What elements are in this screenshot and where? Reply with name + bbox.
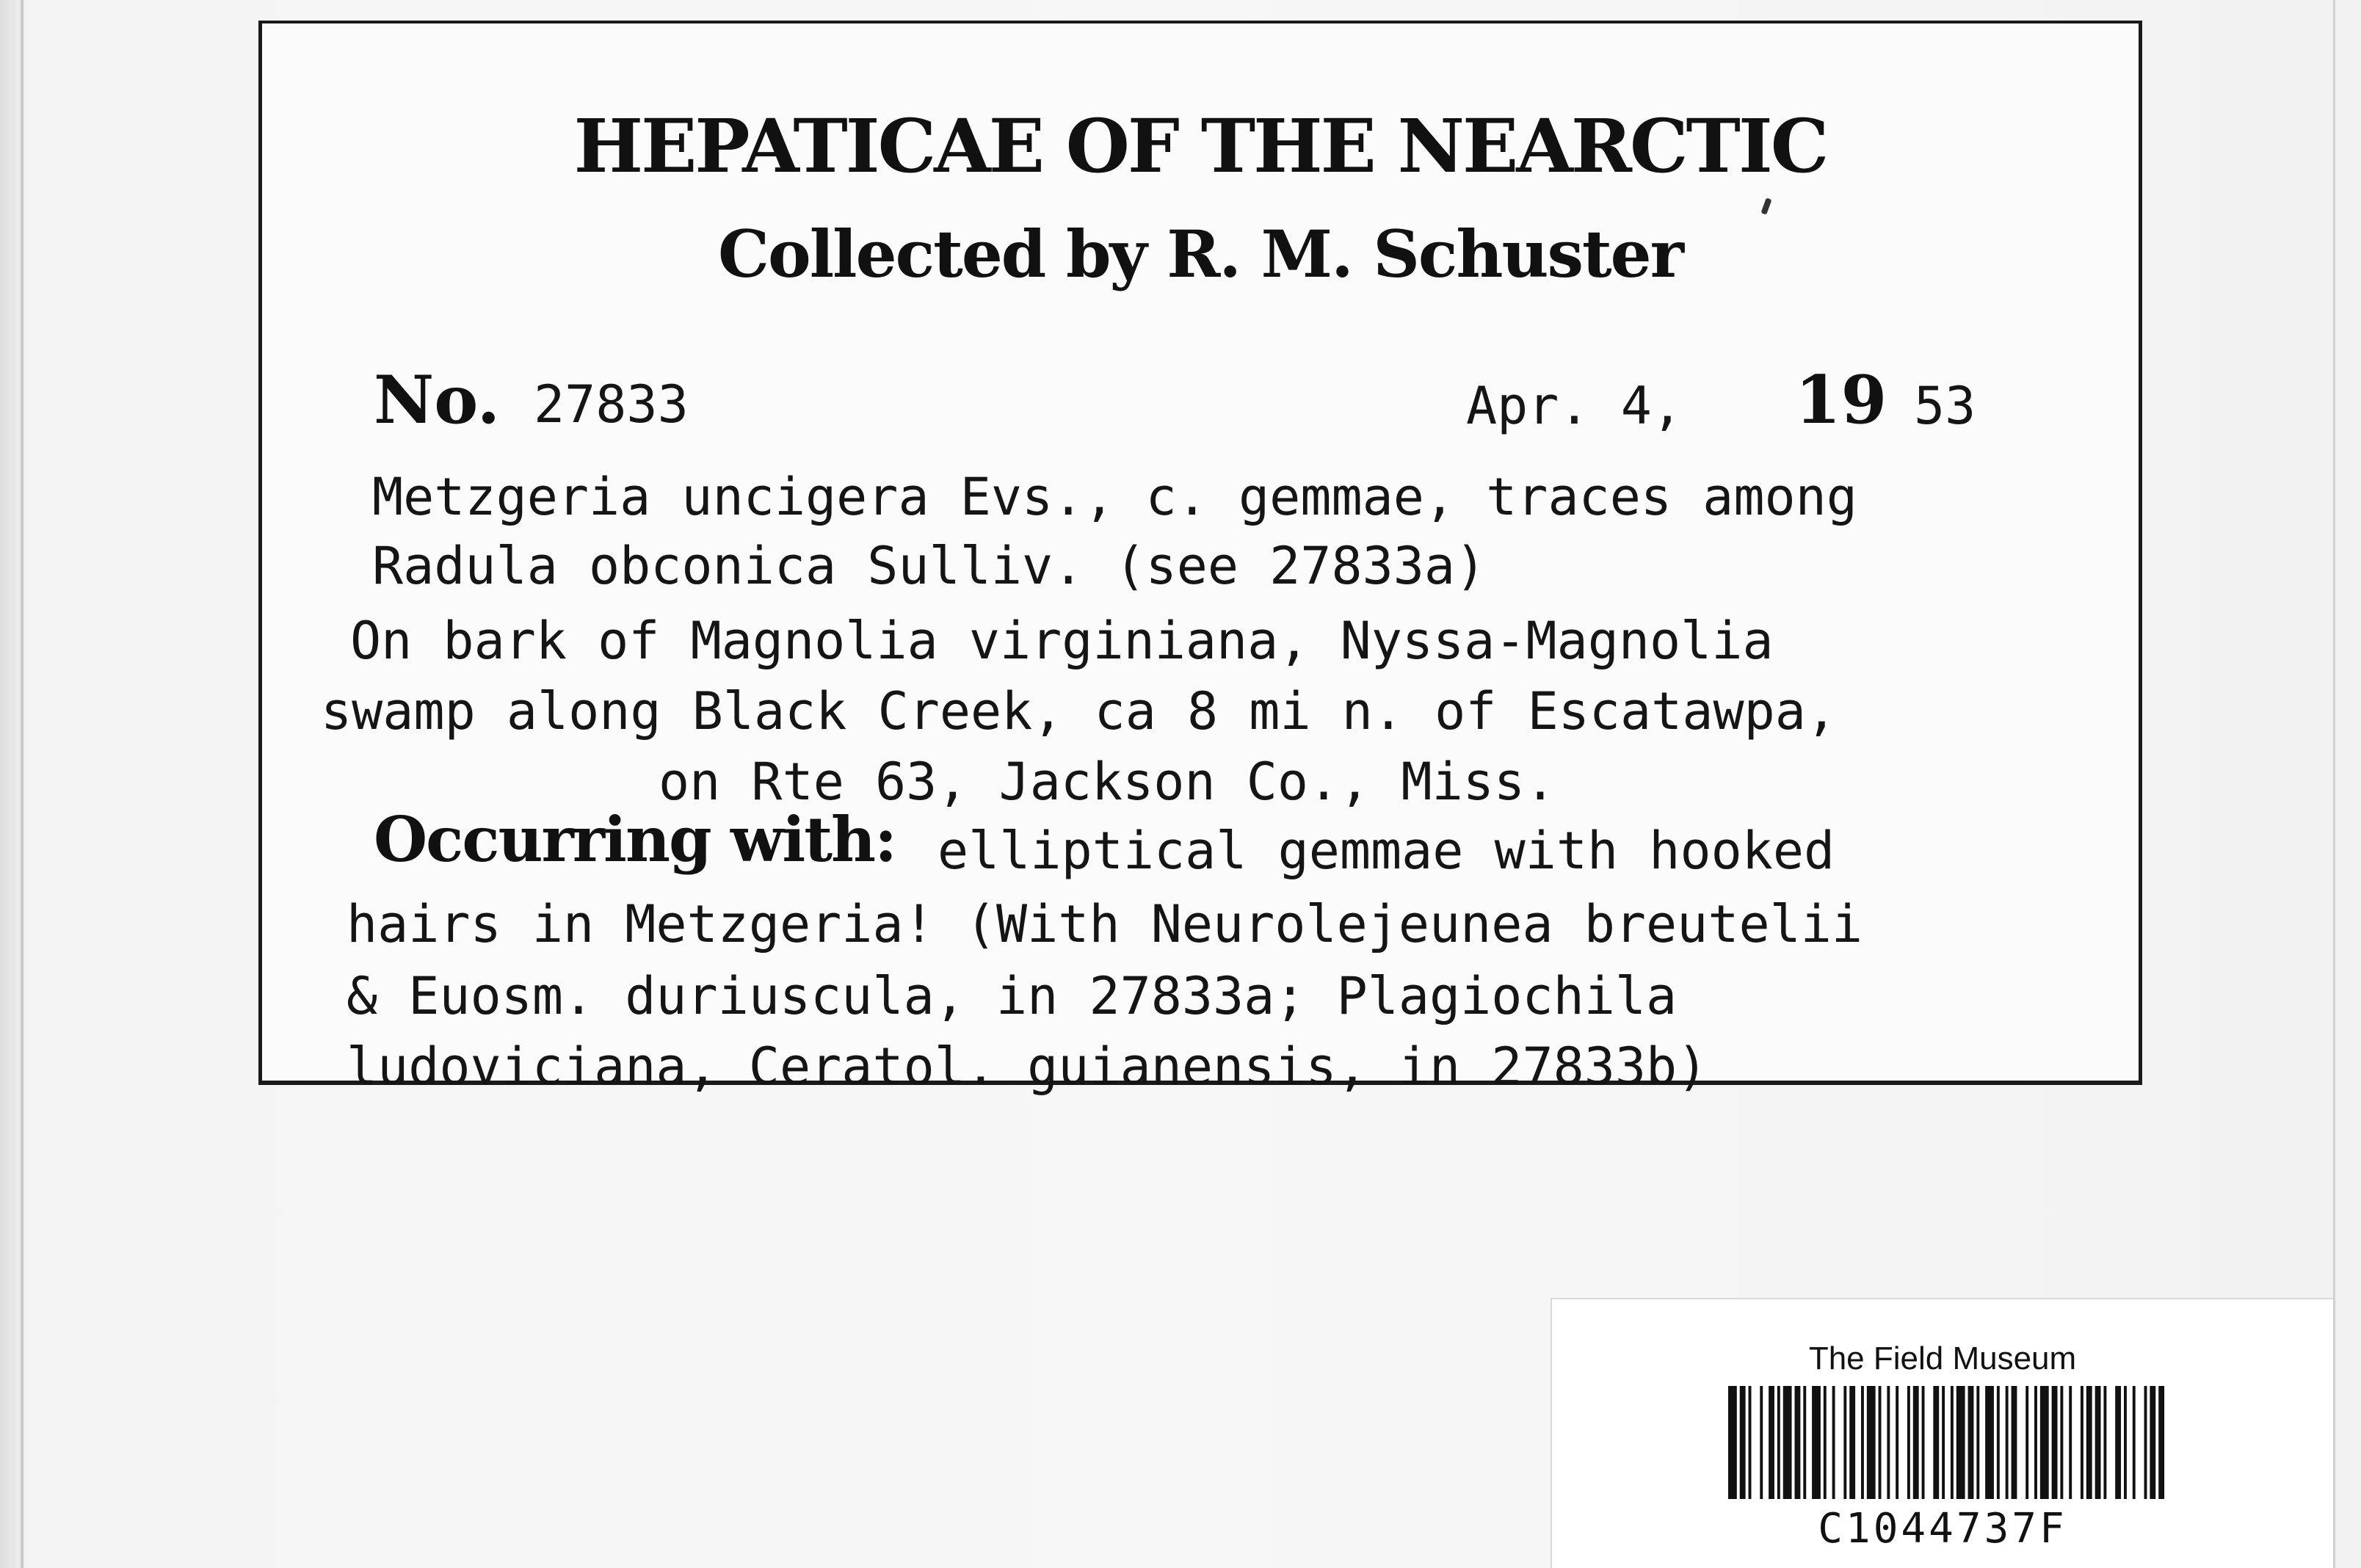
number-label: No. [374,361,501,439]
sheet-edge-left [21,0,23,1568]
barcode-bar [2034,1386,2037,1499]
taxon-line-2: Radula obconica Sulliv. (see 27833a) [372,536,1487,596]
barcode-bar [1803,1386,1806,1499]
barcode-bar [2133,1386,2136,1499]
barcode-bar [1843,1386,1846,1499]
locality-line-1: On bark of Magnolia virginiana, Nyssa-Magnolia [350,611,1774,671]
year-prefix: 19 [1795,361,1887,439]
label-collector: Collected by R. M. Schuster [718,216,1683,292]
barcode-icon [1728,1386,2167,1499]
barcode-bar [1849,1386,1855,1499]
taxon-line-1: Metzgeria uncigera Evs., c. gemmae, traces among [372,467,1857,527]
barcode-bar [1887,1386,1890,1499]
barcode-bar [1933,1386,1939,1499]
barcode-bar [2040,1386,2049,1499]
label-title: HEPATICAE OF THE NEARCTIC [573,103,1827,189]
barcode-bar [1896,1386,1898,1499]
barcode-bar [2069,1386,2072,1499]
barcode-bar [2060,1386,2063,1499]
barcode-bar [1867,1386,1876,1499]
barcode-bar [2158,1386,2164,1499]
barcode-bar [1861,1386,1864,1499]
barcode-bar [1907,1386,1910,1499]
occurring-with-text: elliptical gemmae with hooked [937,821,1835,881]
barcode-bar [1942,1386,1945,1499]
barcode-bar [1951,1386,1954,1499]
barcode-bar [2086,1386,2092,1499]
barcode-bar [1824,1386,1827,1499]
barcode-bar [2144,1386,2147,1499]
barcode-bar [2150,1386,2155,1499]
locality-line-3: on Rte 63, Jackson Co., Miss. [659,752,1556,812]
barcode-bar [2095,1386,2101,1499]
barcode-bar [1760,1386,1763,1499]
occurring-with-label: Occurring with: [374,803,896,876]
barcode-bar [2081,1386,2083,1499]
barcode-bar [2103,1386,2106,1499]
barcode-bar [1812,1386,1821,1499]
barcode-bar [1769,1386,1774,1499]
barcode-bar [1956,1386,1965,1499]
barcode-bar [2025,1386,2028,1499]
barcode-bar [2012,1386,2017,1499]
locality-line-2: swamp along Black Creek, ca 8 mi n. of Escatawpa, [321,681,1838,741]
sheet-edge-right [2333,0,2335,1568]
barcode-number: C1044737F [1818,1505,2067,1553]
occurring-line-1: hairs in Metzgeria! (With Neurolejeunea breutelii [347,894,1863,954]
barcode-bar [1985,1386,1994,1499]
barcode-bar [1783,1386,1792,1499]
occurring-line-3: ludoviciana, Ceratol. guianensis, in 27833b) [347,1037,1708,1097]
barcode-bar [1794,1386,1800,1499]
barcode-bar [1879,1386,1882,1499]
barcode-card [1551,1298,2333,1568]
barcode-bar [1976,1386,1979,1499]
specimen-number: 27833 [534,374,689,435]
barcode-bar [1749,1386,1752,1499]
barcode-bar [2052,1386,2058,1499]
barcode-bar [2124,1386,2127,1499]
barcode-bar [1777,1386,1780,1499]
collection-date: Apr. 4, [1466,376,1683,436]
barcode-bar [1997,1386,2000,1499]
institution-name: The Field Museum [1808,1340,2077,1376]
occurring-line-2: & Euosm. duriuscula, in 27833a; Plagiochila [347,966,1678,1026]
barcode-bar [1740,1386,1746,1499]
barcode-bar [1728,1386,1737,1499]
barcode-bar [1832,1386,1835,1499]
barcode-bar [2006,1386,2009,1499]
year-suffix: 53 [1914,376,1976,436]
barcode-bar [2115,1386,2121,1499]
barcode-bar [1913,1386,1919,1499]
barcode-bar [1922,1386,1925,1499]
barcode-bar [1968,1386,1974,1499]
specimen-label [258,21,2142,1097]
